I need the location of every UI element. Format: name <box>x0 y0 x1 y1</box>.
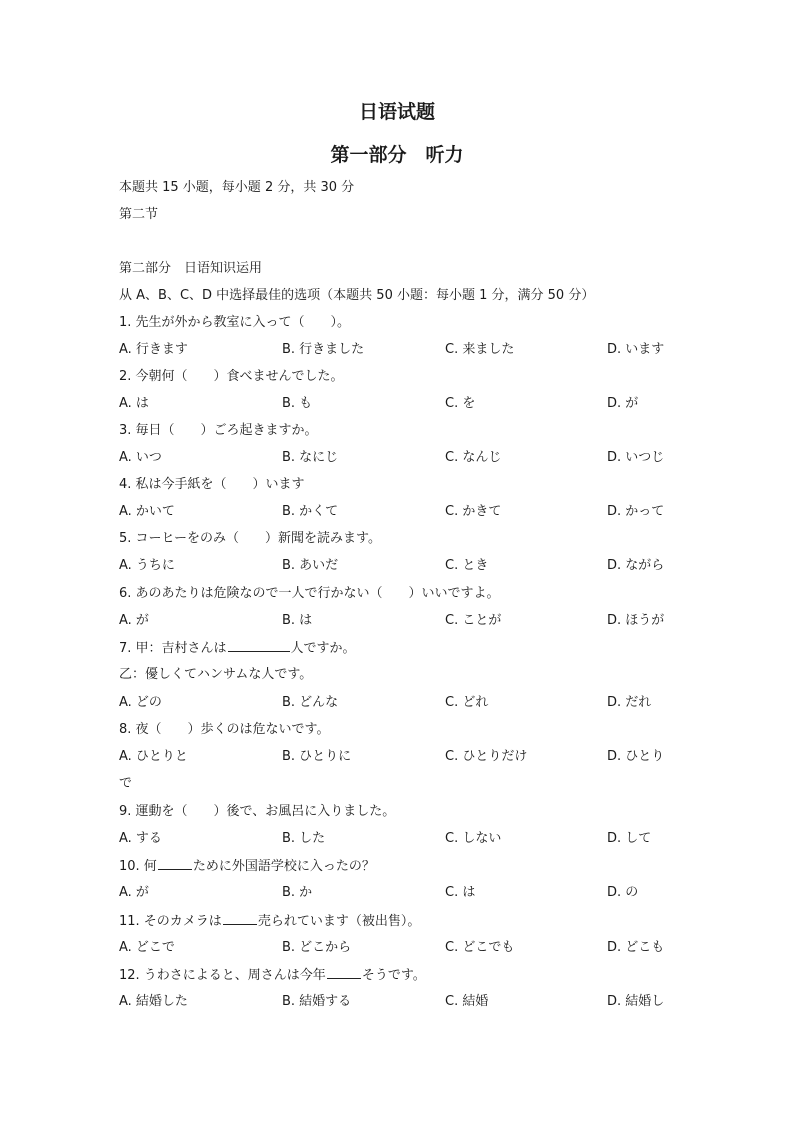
q8-option-d-wrap: で <box>119 776 133 791</box>
q11-text-pre: 11. そのカメラは <box>119 914 222 929</box>
q10-option-d: D. の <box>607 885 639 900</box>
q12-option-b: B. 結婚する <box>282 994 352 1009</box>
q11-option-a: A. どこで <box>119 940 175 955</box>
q3-option-a: A. いつ <box>119 450 162 465</box>
q10-option-c: C. は <box>445 885 476 900</box>
answer-blank <box>327 967 361 979</box>
q8-option-a: A. ひとりと <box>119 749 188 764</box>
q1-option-d: D. います <box>607 342 665 357</box>
question-12 <box>119 967 426 984</box>
answer-blank <box>223 913 257 925</box>
q11-text-post: 売られています（被出售）。 <box>257 914 421 929</box>
q2-option-a: A. は <box>119 396 149 411</box>
q5-option-a: A. うちに <box>119 558 175 573</box>
part1-title: 第一部分 听力 <box>330 144 464 166</box>
q1-option-b: B. 行きました <box>282 342 365 357</box>
section2-label: 第二节 <box>119 207 159 222</box>
question-11 <box>119 913 420 930</box>
q1-option-a: A. 行きます <box>119 342 188 357</box>
q4-option-d: D. かって <box>607 504 665 519</box>
q3-option-d: D. いつじ <box>607 450 665 465</box>
answer-blank <box>228 640 290 652</box>
q7-option-a: A. どの <box>119 695 162 710</box>
q8-option-b: B. ひとりに <box>282 749 352 764</box>
q10-option-a: A. が <box>119 885 149 900</box>
q4-option-a: A. かいて <box>119 504 175 519</box>
q12-text-post: そうです。 <box>361 968 426 983</box>
q12-option-c: C. 結婚 <box>445 994 489 1009</box>
q2-option-b: B. も <box>282 396 313 411</box>
question-3: 3. 毎日（ ）ごろ起きますか。 <box>119 423 318 438</box>
q4-option-c: C. かきて <box>445 504 502 519</box>
q9-option-c: C. しない <box>445 831 502 846</box>
q11-option-c: C. どこでも <box>445 940 515 955</box>
q2-option-c: C. を <box>445 396 476 411</box>
question-8: 8. 夜（ ）歩くのは危ないです。 <box>119 722 330 737</box>
question-4: 4. 私は今手紙を（ ）います <box>119 477 305 492</box>
q12-option-d: D. 結婚し <box>607 994 665 1009</box>
q7-reply: 乙：優しくてハンサムな人です。 <box>119 667 313 682</box>
part2-title: 第二部分 日语知识运用 <box>119 261 263 276</box>
q7-option-c: C. どれ <box>445 695 489 710</box>
question-10 <box>119 858 375 875</box>
q12-option-a: A. 結婚した <box>119 994 188 1009</box>
q12-text-pre: 12. うわさによると、周さんは今年 <box>119 968 326 983</box>
question-2: 2. 今朝何（ ）食べませんでした。 <box>119 369 344 384</box>
answer-blank <box>158 858 192 870</box>
q1-option-c: C. 来ました <box>445 342 515 357</box>
q11-option-d: D. どこも <box>607 940 665 955</box>
q5-option-b: B. あいだ <box>282 558 339 573</box>
q6-option-c: C. ことが <box>445 613 502 628</box>
part2-instruction: 从 A、B、C、D 中选择最佳的选项（本题共 50 小题：每小题 1 分，满分 50 分） <box>119 288 595 303</box>
q10-text-post: ために外国語学校に入ったの？ <box>192 859 375 874</box>
q7-option-b: B. どんな <box>282 695 339 710</box>
q6-option-a: A. が <box>119 613 149 628</box>
q2-option-d: D. が <box>607 396 639 411</box>
question-5: 5. コーヒーをのみ（ ）新聞を読みます。 <box>119 531 381 546</box>
q10-option-b: B. か <box>282 885 313 900</box>
q5-option-d: D. ながら <box>607 558 665 573</box>
q9-option-b: B. した <box>282 831 326 846</box>
question-1: 1. 先生が外から教室に入って（ ）。 <box>119 315 351 330</box>
q7-option-d: D. だれ <box>607 695 652 710</box>
q8-option-d: D. ひとり <box>607 749 665 764</box>
q8-option-c: C. ひとりだけ <box>445 749 528 764</box>
q7-text-pre: 7. 甲：吉村さんは <box>119 641 227 656</box>
q9-option-a: A. する <box>119 831 162 846</box>
exam-title: 日语试题 <box>358 101 435 123</box>
question-9: 9. 運動を（ ）後で、お風呂に入りました。 <box>119 804 396 819</box>
question-7 <box>119 640 356 657</box>
q3-option-b: B. なにじ <box>282 450 339 465</box>
q10-text-pre: 10. 何 <box>119 859 157 874</box>
q6-option-d: D. ほうが <box>607 613 665 628</box>
q5-option-c: C. とき <box>445 558 489 573</box>
q3-option-c: C. なんじ <box>445 450 502 465</box>
q4-option-b: B. かくて <box>282 504 339 519</box>
q11-option-b: B. どこから <box>282 940 352 955</box>
q9-option-d: D. して <box>607 831 652 846</box>
q6-option-b: B. は <box>282 613 313 628</box>
question-6: 6. あのあたりは危険なので一人で行かない（ ）いいですよ。 <box>119 586 500 601</box>
listening-note: 本题共 15 小题，每小题 2 分，共 30 分 <box>119 180 355 195</box>
q7-text-post: 人ですか。 <box>290 641 356 656</box>
